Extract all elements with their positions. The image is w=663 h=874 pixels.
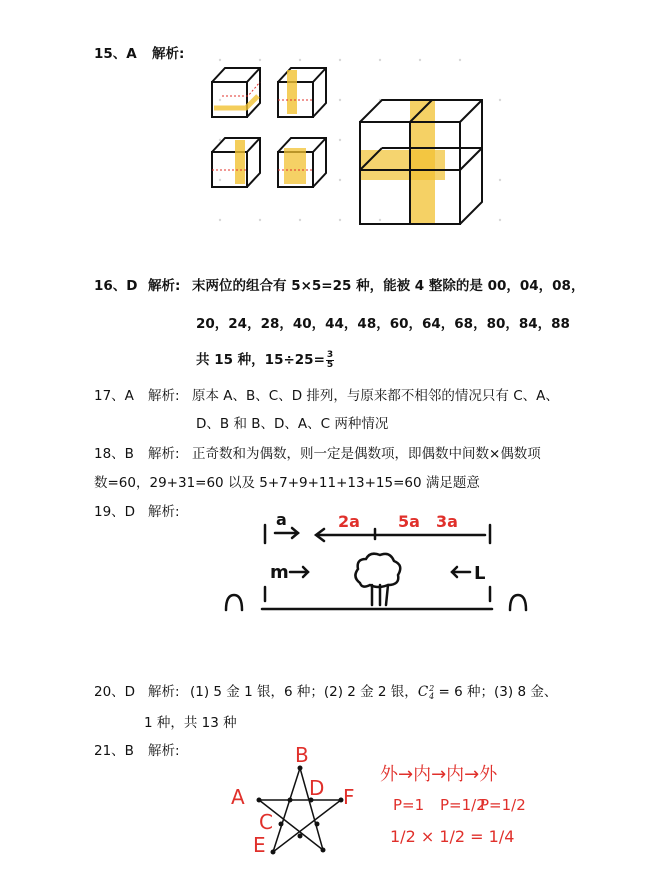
- q17-label: 解析:: [148, 388, 180, 404]
- q19-m: m: [270, 562, 289, 583]
- q20-line2: 1 种，共 13 种: [144, 715, 237, 731]
- q17-number: 17、A: [94, 388, 134, 404]
- q16-line2: 20，24，28，40，44，48，60，64，68，80，84，88: [196, 316, 570, 332]
- big-cube: [360, 100, 482, 224]
- q17-line1: 原本 A、B、C、D 排列，与原来都不相邻的情况只有 C、A、: [192, 388, 559, 404]
- q21-p2: P=1/2: [440, 796, 486, 814]
- q20-line1: [190, 680, 557, 701]
- q20-line1-b: = 6 种；(3) 8 金、: [434, 684, 558, 700]
- small-cube-1: [212, 68, 260, 117]
- q21-label-A: A: [231, 785, 245, 809]
- q20-number: 20、D: [94, 684, 136, 700]
- q18-line1: 正奇数和为偶数，则一定是偶数项，即偶数中间数×偶数项: [192, 446, 541, 462]
- q18-number: 18、B: [94, 446, 134, 462]
- q21-p1: P=1: [393, 796, 425, 814]
- q16-fraction: $\frac{3}{5}$: [326, 349, 334, 370]
- q19-a: a: [276, 510, 287, 529]
- q21-label-F: F: [343, 785, 355, 809]
- q21-label-D: D: [309, 776, 325, 800]
- q17-line2: D、B 和 B、D、A、C 两种情况: [196, 416, 389, 432]
- small-cube-4: [278, 138, 326, 187]
- q21-calc: 1/2 × 1/2 = 1/4: [390, 827, 515, 846]
- q16-line3: [196, 348, 334, 370]
- q21-path: 外→内→内→外: [380, 764, 498, 785]
- q15-label: 解析:: [152, 46, 185, 62]
- q18-line2: 数=60，29+31=60 以及 5+7+9+11+13+15=60 满足题意: [94, 475, 480, 491]
- q19-l: L: [474, 563, 486, 584]
- q21-label-B: B: [295, 743, 309, 767]
- q20-line1-a: (1) 5 金 1 银，6 种；(2) 2 金 2 银，: [190, 684, 418, 700]
- q19-sketch: [220, 505, 540, 620]
- q19-number: 19、D: [94, 504, 136, 520]
- q21-p3: P=1/2: [480, 796, 526, 814]
- q16-line3-text: 共 15 种，15÷25=: [196, 352, 325, 368]
- q15-cube-figure: [200, 52, 500, 242]
- q21-star-sketch: [225, 740, 525, 865]
- q16-line1: 末两位的组合有 5×5=25 种，能被 4 整除的是 00，04，08，: [192, 278, 585, 294]
- q21-label-E: E: [253, 833, 266, 857]
- q20-label: 解析:: [148, 684, 180, 700]
- q21-number: 21、B: [94, 743, 134, 759]
- q20-comb: C 2 4: [417, 683, 435, 701]
- q19-5a: 5a: [398, 512, 420, 531]
- q16-number: 16、D: [94, 278, 138, 294]
- q21-label-C: C: [259, 810, 273, 834]
- small-cube-2: [278, 68, 326, 117]
- q15-number: 15、A: [94, 46, 137, 62]
- q19-label: 解析:: [148, 504, 180, 520]
- q16-label: 解析:: [148, 278, 181, 294]
- q19-3a: 3a: [436, 512, 458, 531]
- q18-label: 解析:: [148, 446, 180, 462]
- q21-label: 解析:: [148, 743, 180, 759]
- q19-2a: 2a: [338, 512, 360, 531]
